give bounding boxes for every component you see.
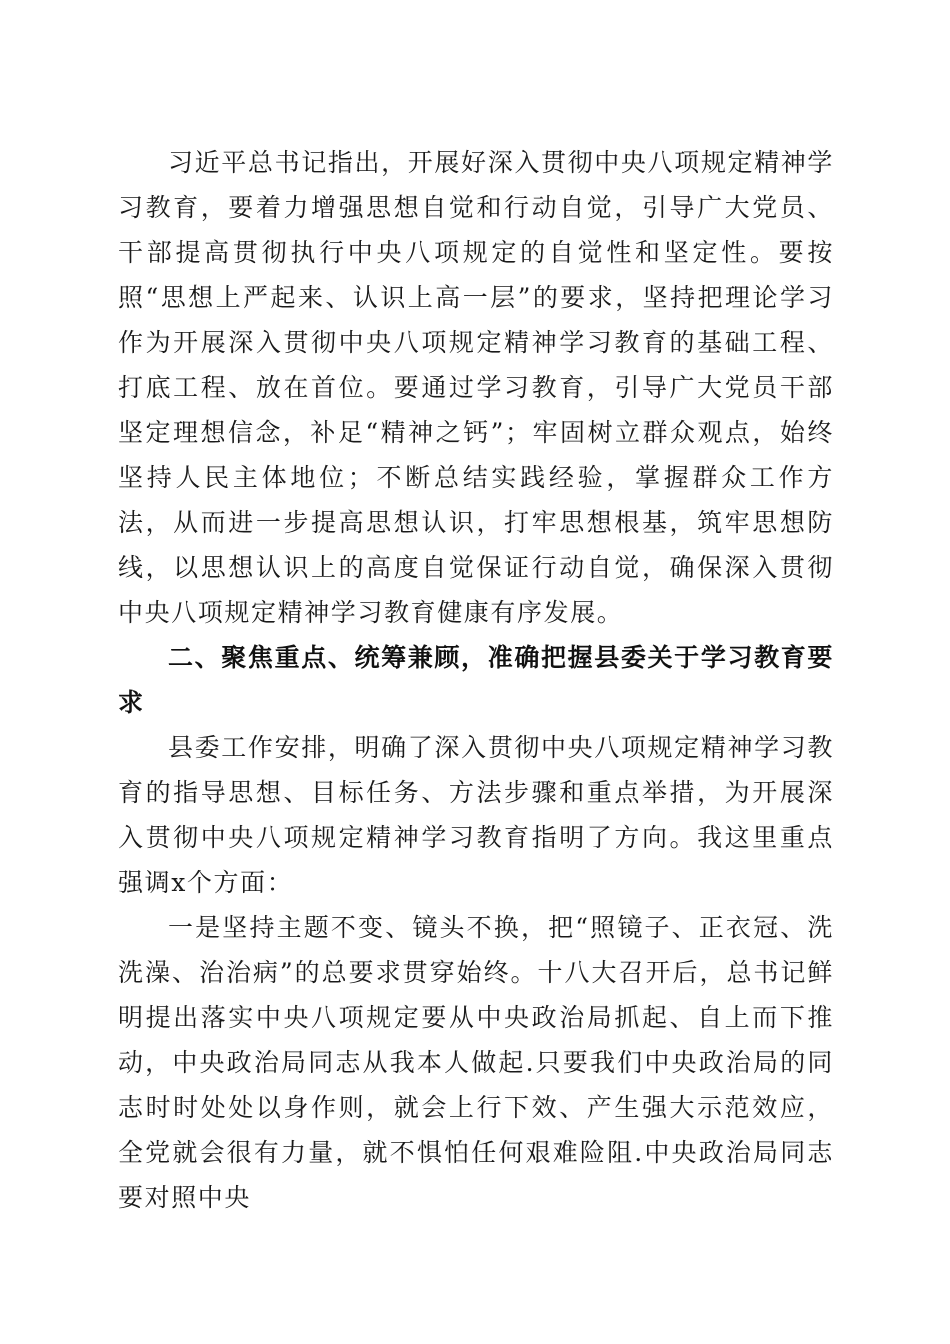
paragraph-county-arrangement: 县委工作安排，明确了深入贯彻中央八项规定精神学习教育的指导思想、目标任务、方法步骤和重点举措，为开展深入贯彻中央八项规定精神学习教育指明了方向。我这里重点强调x个方面： — [118, 733, 834, 897]
paragraph-point-one: 一是坚持主题不变、镜头不换，把“照镜子、正衣冠、洗洗澡、治治病”的总要求贯穿始终。十八大召开后，总书记鲜明提出落实中央八项规定要从中央政治局抓起、自上而下推动，中央政治局同志从我本人做起.只要我们中央政治局的同志时时处处以身作则，就会上行下效、产生强大示范效应，全党就会很有力量，就不惧怕任何艰难险阻.中央政治局同志要对照中央 — [118, 913, 834, 1212]
document-body — [118, 140, 834, 1220]
paragraph-intro: 习近平总书记指出，开展好深入贯彻中央八项规定精神学习教育，要着力增强思想自觉和行动自觉，引导广大党员、干部提高贯彻执行中央八项规定的自觉性和坚定性。要按照“思想上严起来、认识上高一层”的要求，坚持把理论学习作为开展深入贯彻中央八项规定精神学习教育的基础工程、打底工程、放在首位。要通过学习教育，引导广大党员干部坚定理想信念，补足“精神之钙”；牢固树立群众观点，始终坚持人民主体地位；不断总结实践经验，掌握群众工作方法，从而进一步提高思想认识，打牢思想根基，筑牢思想防线，以思想认识上的高度自觉保证行动自觉，确保深入贯彻中央八项规定精神学习教育健康有序发展。 — [118, 148, 834, 627]
section-heading-2: 二、聚焦重点、统筹兼顾，准确把握县委关于学习教育要求 — [118, 643, 834, 717]
